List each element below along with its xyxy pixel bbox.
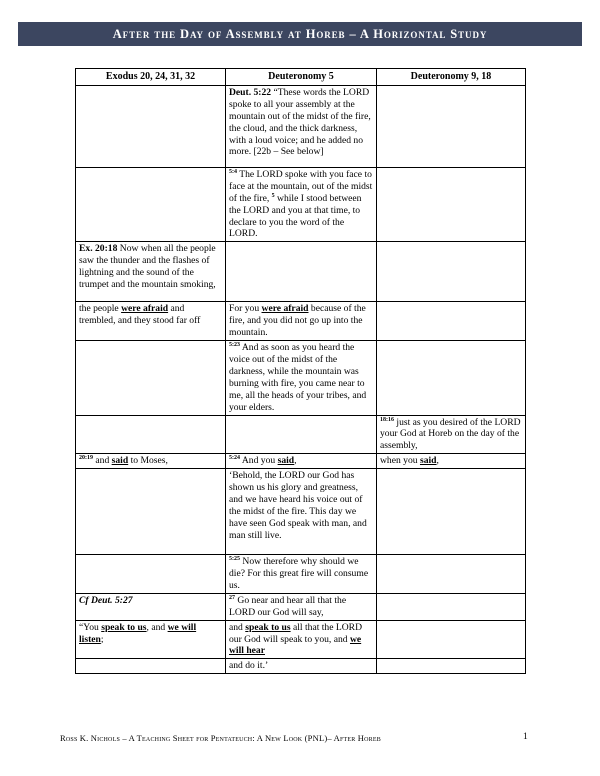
column-header-exodus: Exodus 20, 24, 31, 32 <box>76 69 226 86</box>
cell-deut-9-18 <box>377 659 526 674</box>
verse-text: and do it.’ <box>229 660 269 672</box>
verse-text: And as soon as you heard the voice out of the midst of the darkness, while the mountain was burning with fire, you came near to me, all the heads of your tribes, and your elders. <box>229 342 367 413</box>
verse-text: ; <box>100 633 104 645</box>
table-row <box>76 302 526 341</box>
verse-text: , and <box>146 621 168 633</box>
cell-exodus <box>76 555 226 594</box>
page-title-banner <box>18 22 582 46</box>
cell-exodus <box>76 620 226 659</box>
cell-deut-5 <box>226 555 377 594</box>
cell-exodus <box>76 454 226 469</box>
verse-text: because of the fire, and you did not go up into the mountain. <box>229 303 366 339</box>
verse-number: 27 <box>229 594 235 601</box>
cell-deut-9-18 <box>377 85 526 167</box>
cell-deut-9-18 <box>377 302 526 341</box>
verse-number: 20:19 <box>79 455 93 462</box>
verse-text: just as you desired of the LORD your God at Horeb on the day of the assembly, <box>380 416 521 452</box>
cell-exodus <box>76 302 226 341</box>
table-row <box>76 85 526 167</box>
cell-deut-9-18 <box>377 555 526 594</box>
emphasis: were afraid <box>261 303 309 315</box>
verse-text: to Moses, <box>128 455 168 467</box>
table-row <box>76 469 526 555</box>
verse-text: “You <box>79 621 102 633</box>
verse-text: The LORD spoke with you face to face at the mountain, out of the midst of the fire, <box>229 168 373 204</box>
cell-exodus <box>76 593 226 620</box>
cell-deut-5 <box>226 415 377 454</box>
footer-text: Ross K. Nichols – A Teaching Sheet for Pentateuch: A New Look (PNL)– After Horeb <box>60 733 381 743</box>
cell-deut-5 <box>226 302 377 341</box>
verse-number: 18:16 <box>380 416 394 423</box>
cell-exodus <box>76 415 226 454</box>
cell-exodus <box>76 242 226 302</box>
table-row <box>76 341 526 415</box>
emphasis: we will hear <box>229 633 362 657</box>
verse-text: all that the LORD our God will speak to you, and <box>229 621 362 645</box>
emphasis: speak to us <box>101 621 147 633</box>
verse-text: while I stood between the LORD and you at that time, to declare to you the word of the LORD. <box>229 192 362 240</box>
cell-exodus <box>76 167 226 241</box>
verse-text: And you <box>240 455 278 467</box>
cell-deut-9-18 <box>377 415 526 454</box>
table-row <box>76 415 526 454</box>
emphasis: were afraid <box>121 303 169 315</box>
table-row <box>76 167 526 241</box>
cell-deut-5 <box>226 620 377 659</box>
verse-text: Now therefore why should we die? For this great fire will consume us. <box>229 556 369 591</box>
cell-deut-5 <box>226 341 377 415</box>
page-number: 1 <box>523 732 528 742</box>
cell-exodus <box>76 341 226 415</box>
cell-deut-9-18 <box>377 242 526 302</box>
verse-text: and <box>93 455 112 467</box>
cross-reference: Cf Deut. 5:27 <box>79 594 133 606</box>
emphasis: said <box>419 455 437 467</box>
verse-number: 5:23 <box>229 341 240 348</box>
cell-deut-9-18 <box>377 593 526 620</box>
verse-text: “These words the LORD spoke to all your assembly at the mountain out of the midst of the fire, the cloud, and the thick darkness, with a loud voice; and he added no more. [22b – See below] <box>229 86 371 158</box>
table-row <box>76 659 526 674</box>
verse-text: when you <box>380 455 420 467</box>
table-row <box>76 593 526 620</box>
verse-number: 5:24 <box>229 455 240 462</box>
verse-number: 5:25 <box>229 555 240 562</box>
cell-deut-9-18 <box>377 469 526 555</box>
verse-reference: Deut. 5:22 <box>229 86 272 98</box>
cell-deut-5 <box>226 593 377 620</box>
emphasis: said <box>111 455 129 467</box>
cell-deut-9-18 <box>377 454 526 469</box>
cell-deut-5 <box>226 454 377 469</box>
cell-exodus <box>76 469 226 555</box>
verse-text: , <box>294 455 297 467</box>
table-header-row <box>76 69 526 86</box>
cell-deut-5 <box>226 242 377 302</box>
cell-deut-9-18 <box>377 620 526 659</box>
cell-exodus <box>76 659 226 674</box>
verse-reference: Ex. 20:18 <box>79 243 118 255</box>
table-row <box>76 555 526 594</box>
cell-exodus <box>76 85 226 167</box>
verse-number: 5:4 <box>229 168 237 175</box>
table-row <box>76 242 526 302</box>
verse-number: 5 <box>271 192 275 199</box>
verse-text: the people <box>79 303 122 315</box>
cell-deut-5 <box>226 85 377 167</box>
emphasis: said <box>277 455 295 467</box>
verse-text: and <box>229 621 246 633</box>
column-header-deut-9-18: Deuteronomy 9, 18 <box>377 69 526 86</box>
table-row <box>76 620 526 659</box>
emphasis: we will listen <box>79 621 197 645</box>
verse-text: and trembled, and they stood far off <box>79 303 201 327</box>
cell-deut-9-18 <box>377 341 526 415</box>
column-header-deut-5: Deuteronomy 5 <box>226 69 377 86</box>
table-row <box>76 454 526 469</box>
verse-text: For you <box>229 303 262 315</box>
verse-text: Go near and hear all that the LORD our God will say, <box>229 594 347 618</box>
page-footer <box>60 733 530 743</box>
verse-text: , <box>436 455 439 467</box>
emphasis: speak to us <box>245 621 291 633</box>
verse-text: Now when all the people saw the thunder and the flashes of lightning and the sound of the trumpet and the mountain smoking, <box>79 243 216 291</box>
page-title: After the Day of Assembly at Horeb – A Horizontal Study <box>112 26 488 41</box>
cell-deut-5 <box>226 167 377 241</box>
verse-text: ‘Behold, the LORD our God has shown us his glory and greatness, and we have heard his voice out of the midst of the fire. This day we have seen God speak with man, and man still live. <box>229 470 367 541</box>
cell-deut-5 <box>226 659 377 674</box>
comparison-table <box>75 68 526 674</box>
cell-deut-5 <box>226 469 377 555</box>
cell-deut-9-18 <box>377 167 526 241</box>
